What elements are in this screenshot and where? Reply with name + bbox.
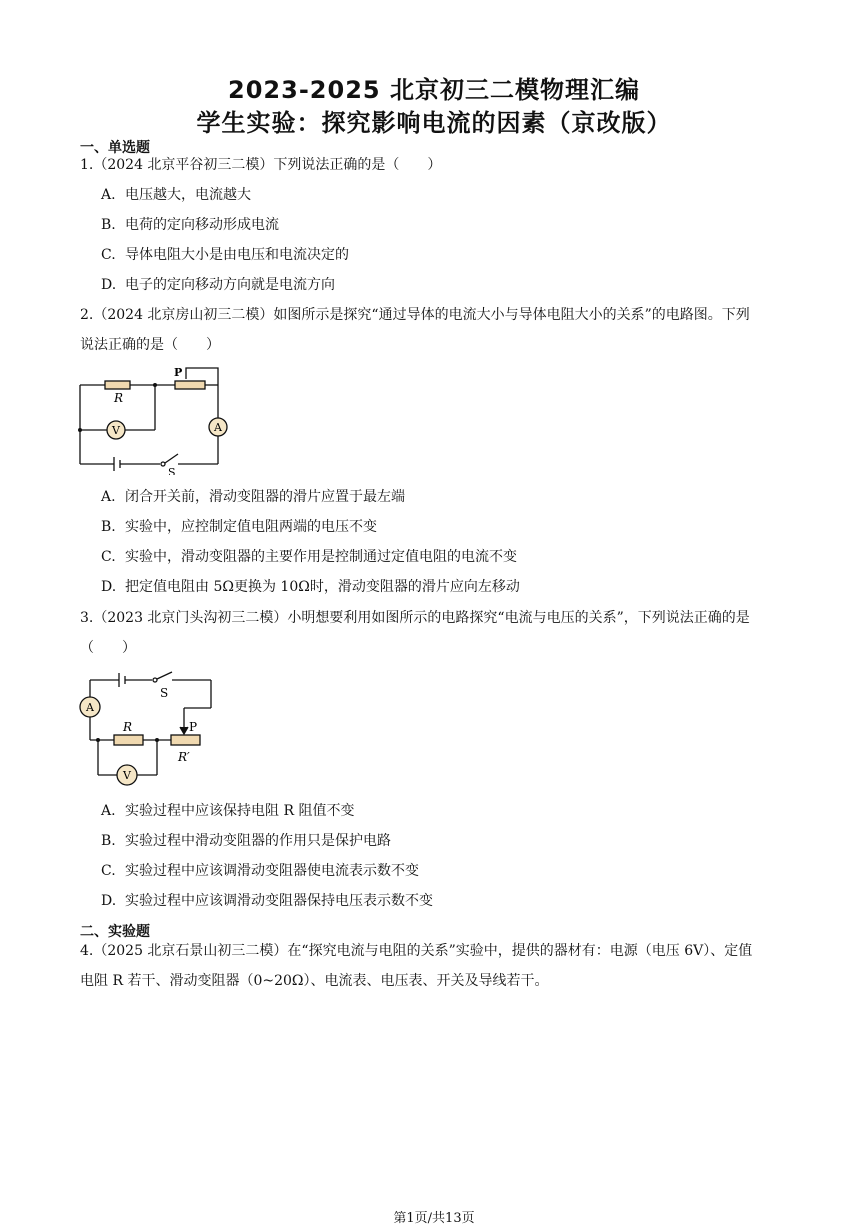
option-text: 把定值电阻由 5Ω更换为 10Ω时，滑动变阻器的滑片应向左移动 <box>125 579 520 595</box>
q4-stem-line1: 4.（2025 北京石景山初三二模）在“探究电流与电阻的关系”实验中，提供的器材有：电源（电压 6V）、定值 <box>80 943 753 959</box>
option-label: D. <box>101 277 117 293</box>
option-text: 实验过程中应该调滑动变阻器保持电压表示数不变 <box>125 893 433 909</box>
option-label: B. <box>101 217 116 233</box>
option-label: B. <box>101 519 116 535</box>
option-label: A. <box>101 803 116 819</box>
label-r: R <box>114 391 124 405</box>
option-label: A. <box>101 187 116 203</box>
doc-title-line2: 学生实验：探究影响电流的因素（京改版） <box>196 109 672 137</box>
switch-contact <box>153 678 157 682</box>
label-p: P <box>174 366 183 379</box>
q2-circuit-diagram <box>70 360 240 475</box>
label-a: A <box>86 701 94 714</box>
label-r-prime: R′ <box>178 750 190 764</box>
option-text: 电压越大，电流越大 <box>125 187 251 203</box>
option-text: 实验过程中应该调滑动变阻器使电流表示数不变 <box>125 863 419 879</box>
label-p: P <box>189 720 198 734</box>
q3-option-c <box>101 862 419 880</box>
q1-option-a <box>101 186 251 204</box>
q2-option-c <box>101 548 517 566</box>
q1-option-c <box>101 246 349 264</box>
label-a: A <box>214 421 222 434</box>
q3-stem-line2: （ ） <box>80 640 136 656</box>
page-number: 第1页/共13页 <box>393 1211 475 1226</box>
option-text: 电子的定向移动方向就是电流方向 <box>125 277 335 293</box>
option-label: C. <box>101 549 116 565</box>
resistor-r <box>114 735 143 745</box>
q3-circuit-diagram <box>78 664 228 794</box>
label-s: S <box>168 466 176 475</box>
resistor-r <box>105 381 130 389</box>
q2-stem-line2: 说法正确的是（ ） <box>80 337 220 353</box>
q4-stem-line2: 电阻 R 若干、滑动变阻器（0~20Ω）、电流表、电压表、开关及导线若干。 <box>80 973 549 989</box>
option-text: 实验过程中应该保持电阻 R 阻值不变 <box>125 803 355 819</box>
q3-option-d <box>101 892 433 910</box>
rheostat-r-prime <box>171 735 200 745</box>
section-heading-experiment: 二、实验题 <box>80 924 150 940</box>
label-s: S <box>160 686 169 700</box>
option-text: 闭合开关前，滑动变阻器的滑片应置于最左端 <box>125 489 405 505</box>
q2-option-b <box>101 518 377 536</box>
switch-lever <box>165 454 178 463</box>
option-text: 电荷的定向移动形成电流 <box>125 217 279 233</box>
option-text: 实验过程中滑动变阻器的作用只是保护电路 <box>125 833 391 849</box>
q1-option-d <box>101 276 335 294</box>
option-text: 导体电阻大小是由电压和电流决定的 <box>125 247 349 263</box>
rheostat <box>175 381 205 389</box>
option-text: 实验中，应控制定值电阻两端的电压不变 <box>125 519 377 535</box>
q1-stem: 1.（2024 北京平谷初三二模）下列说法正确的是（ ） <box>80 157 442 173</box>
option-label: D. <box>101 893 117 909</box>
label-v: V <box>123 769 131 782</box>
doc-title-line1: 2023-2025 北京初三二模物理汇编 <box>228 76 640 104</box>
option-label: D. <box>101 579 117 595</box>
label-v: V <box>112 424 120 437</box>
q3-option-b <box>101 832 391 850</box>
option-label: C. <box>101 247 116 263</box>
option-label: B. <box>101 833 116 849</box>
switch-lever <box>157 672 172 679</box>
q3-stem-line1: 3.（2023 北京门头沟初三二模）小明想要利用如图所示的电路探究“电流与电压的关系”，下列说法正确的是 <box>80 610 750 626</box>
option-text: 实验中，滑动变阻器的主要作用是控制通过定值电阻的电流不变 <box>125 549 517 565</box>
q1-option-b <box>101 216 279 234</box>
q2-stem-line1: 2.（2024 北京房山初三二模）如图所示是探究“通过导体的电流大小与导体电阻大小的关系”的电路图。下列 <box>80 307 750 323</box>
q2-option-a <box>101 488 405 506</box>
slider-p-wire <box>186 368 218 427</box>
section-heading-single-choice: 一、单选题 <box>80 140 150 156</box>
option-label: C. <box>101 863 116 879</box>
q2-option-d <box>101 578 520 596</box>
label-r: R <box>123 720 133 734</box>
q3-option-a <box>101 802 354 820</box>
switch-contact <box>161 462 165 466</box>
option-label: A. <box>101 489 116 505</box>
